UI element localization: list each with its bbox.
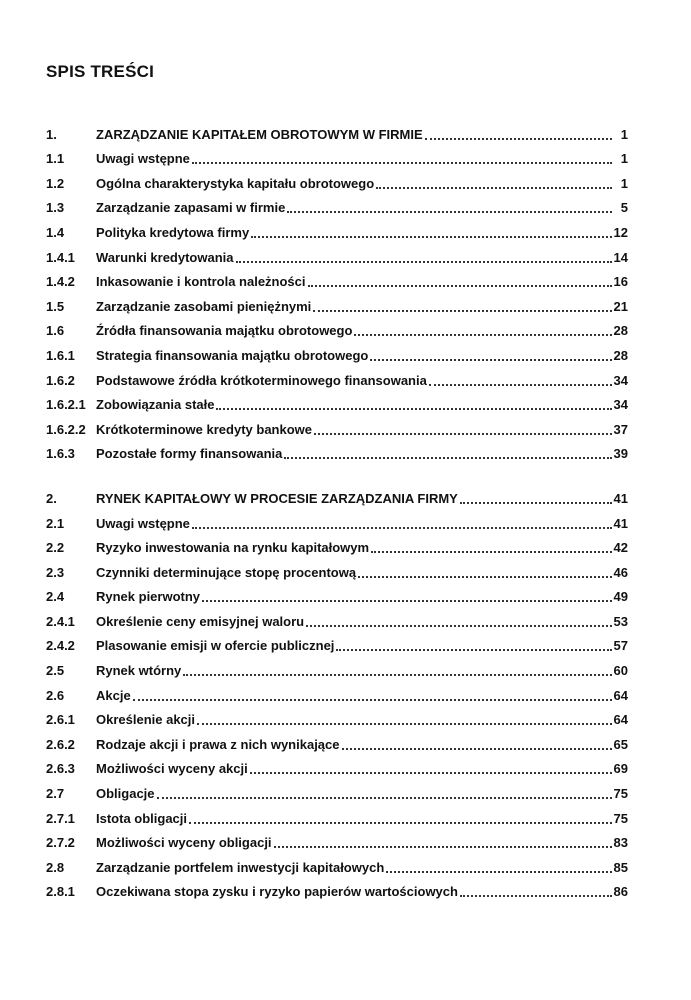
toc-entry-page-number: 14 <box>613 249 628 265</box>
toc-entry <box>46 704 628 729</box>
toc-entry-page-number: 65 <box>613 736 628 752</box>
toc-entry-title: Określenie akcji <box>96 712 196 728</box>
dot-leader <box>251 224 611 238</box>
toc-entry-title: Rynek wtórny <box>96 663 182 679</box>
toc-entry <box>46 143 628 168</box>
dot-leader <box>189 810 612 824</box>
toc-entry-page-number: 1 <box>620 151 628 167</box>
toc-entry-number: 2.7 <box>46 786 65 802</box>
toc-entry-title: Akcje <box>96 687 131 703</box>
toc-entry-page-number: 1 <box>620 175 628 191</box>
dot-leader <box>197 711 612 725</box>
dot-leader <box>460 490 612 504</box>
toc-entry-number: 2.6.2 <box>46 736 75 752</box>
toc-entry-page-number: 57 <box>613 638 628 654</box>
toc-section <box>46 118 628 462</box>
dot-leader <box>202 588 612 602</box>
toc-entry-number: 2.6.3 <box>46 761 75 777</box>
toc-entry-title: Zarządzanie portfelem inwestycji kapitałowych <box>96 859 385 875</box>
toc-entry <box>46 315 628 340</box>
toc-entry-title: Pozostałe formy finansowania <box>96 446 283 462</box>
toc-entry <box>46 728 628 753</box>
dot-leader <box>313 298 611 312</box>
dot-leader <box>133 687 612 701</box>
toc-entry-number: 1.2 <box>46 175 65 191</box>
dot-leader <box>358 564 611 578</box>
toc-entry-number: 2.4 <box>46 589 65 605</box>
toc-entry-title: Oczekiwana stopa zysku i ryzyko papierów wartościowych <box>96 884 458 900</box>
dot-leader <box>425 126 612 140</box>
dot-leader <box>284 445 611 459</box>
toc-entry-page-number: 41 <box>613 490 628 506</box>
dot-leader <box>287 199 612 213</box>
toc-entry-page-number: 12 <box>613 224 628 240</box>
toc-entry-title: Plasowanie emisji w ofercie publicznej <box>96 638 335 654</box>
toc-section <box>46 482 628 900</box>
toc-entry-title: Krótkoterminowe kredyty bankowe <box>96 421 312 437</box>
toc-entry <box>46 413 628 438</box>
toc-entry <box>46 241 628 266</box>
toc-entry-title: Rodzaje akcji i prawa z nich wynikające <box>96 736 340 752</box>
toc-entry-title: Istota obligacji <box>96 810 188 826</box>
toc-entry-title: Możliwości wyceny akcji <box>96 761 248 777</box>
toc-entry-number: 1.6.2.2 <box>46 421 86 437</box>
toc-entry-page-number: 53 <box>613 613 628 629</box>
toc-entry <box>46 290 628 315</box>
toc-entry-page-number: 37 <box>613 421 628 437</box>
dot-leader <box>429 372 612 386</box>
toc-entry-number: 1.4 <box>46 224 65 240</box>
toc-entry-number: 1.6.1 <box>46 347 75 363</box>
toc-entry <box>46 802 628 827</box>
dot-leader <box>274 834 612 848</box>
toc-entry-page-number: 49 <box>613 589 628 605</box>
dot-leader <box>314 421 612 435</box>
toc-entry-number: 1.5 <box>46 298 65 314</box>
toc-entry-title: Ogólna charakterystyka kapitału obrotowego <box>96 175 375 191</box>
dot-leader <box>157 785 612 799</box>
toc-entry-number: 1.6 <box>46 323 65 339</box>
toc-entry-page-number: 69 <box>613 761 628 777</box>
toc-entry-page-number: 1 <box>620 126 628 142</box>
toc-entry <box>46 118 628 143</box>
toc-entry-title: Strategia finansowania majątku obrotowego <box>96 347 369 363</box>
toc-entry-number: 2.6 <box>46 687 65 703</box>
dot-leader <box>342 736 612 750</box>
toc-entry-page-number: 75 <box>613 786 628 802</box>
toc-entry-page-number: 5 <box>620 200 628 216</box>
toc-entry-title: Zobowiązania stałe <box>96 397 215 413</box>
dot-leader <box>460 883 612 897</box>
toc-entry-page-number: 46 <box>613 564 628 580</box>
toc-entry <box>46 364 628 389</box>
toc-entry-number: 1.6.2 <box>46 372 75 388</box>
toc-entry-title: Zarządzanie zapasami w firmie <box>96 200 286 216</box>
toc-entry-number: 1. <box>46 126 57 142</box>
toc-entry-number: 1.6.2.1 <box>46 397 86 413</box>
toc-entry-title: Rynek pierwotny <box>96 589 201 605</box>
dot-leader <box>354 322 611 336</box>
toc-entry-page-number: 39 <box>613 446 628 462</box>
toc-entry-title: RYNEK KAPITAŁOWY W PROCESIE ZARZĄDZANIA FIRMY <box>96 490 458 506</box>
toc-entry-title: ZARZĄDZANIE KAPITAŁEM OBROTOWYM W FIRMIE <box>96 126 423 142</box>
toc-entry-number: 1.1 <box>46 151 65 167</box>
toc-entry-title: Ryzyko inwestowania na rynku kapitałowym <box>96 540 370 556</box>
toc-entry-number: 1.3 <box>46 200 65 216</box>
toc-entry-number: 2.8 <box>46 859 65 875</box>
dot-leader <box>192 515 612 529</box>
toc-entry-page-number: 41 <box>613 515 628 531</box>
toc-entry-number: 2.8.1 <box>46 884 75 900</box>
dot-leader <box>371 539 611 553</box>
toc-entry-page-number: 16 <box>613 274 628 290</box>
toc-entry-title: Uwagi wstępne <box>96 515 190 531</box>
toc-entry <box>46 507 628 532</box>
toc-entry-number: 2.4.1 <box>46 613 75 629</box>
dot-leader <box>386 859 611 873</box>
toc-entry <box>46 192 628 217</box>
toc-entry-number: 1.6.3 <box>46 446 75 462</box>
toc-entry-number: 2.2 <box>46 540 65 556</box>
toc-entry-title: Obligacje <box>96 786 155 802</box>
toc-entry-page-number: 64 <box>613 712 628 728</box>
toc-entry-page-number: 34 <box>613 397 628 413</box>
toc-entry-title: Uwagi wstępne <box>96 151 190 167</box>
toc-entry-page-number: 42 <box>613 540 628 556</box>
toc-entry-number: 2.7.2 <box>46 835 75 851</box>
toc-entry-page-number: 64 <box>613 687 628 703</box>
toc-entry <box>46 581 628 606</box>
toc-entry-title: Podstawowe źródła krótkoterminowego finansowania <box>96 372 427 388</box>
dot-leader <box>308 273 612 287</box>
toc-entry-page-number: 28 <box>613 347 628 363</box>
toc-entry-number: 2.3 <box>46 564 65 580</box>
toc-entry <box>46 630 628 655</box>
toc-entry-number: 2.6.1 <box>46 712 75 728</box>
toc-entry-page-number: 34 <box>613 372 628 388</box>
toc-entry-title: Możliwości wyceny obligacji <box>96 835 272 851</box>
toc-entry <box>46 753 628 778</box>
toc-entry-page-number: 86 <box>613 884 628 900</box>
toc-entry-title: Warunki kredytowania <box>96 249 234 265</box>
dot-leader <box>216 396 611 410</box>
toc-entry <box>46 679 628 704</box>
dot-leader <box>336 637 611 651</box>
dot-leader <box>183 662 611 676</box>
toc-entry <box>46 851 628 876</box>
toc-entry <box>46 827 628 852</box>
toc-entry-page-number: 85 <box>613 859 628 875</box>
dot-leader <box>236 249 612 263</box>
toc-entry-number: 1.4.1 <box>46 249 75 265</box>
toc-entry-title: Inkasowanie i kontrola należności <box>96 274 306 290</box>
toc-entry <box>46 482 628 507</box>
toc-entry-title: Zarządzanie zasobami pieniężnymi <box>96 298 312 314</box>
dot-leader <box>250 760 612 774</box>
toc-entry <box>46 266 628 291</box>
toc-entry <box>46 777 628 802</box>
toc-entry <box>46 532 628 557</box>
toc-entry-title: Źródła finansowania majątku obrotowego <box>96 323 353 339</box>
toc-entry-number: 2. <box>46 490 57 506</box>
toc-entry-page-number: 83 <box>613 835 628 851</box>
toc-entry-number: 2.5 <box>46 663 65 679</box>
toc-entry-number: 2.1 <box>46 515 65 531</box>
dot-leader <box>376 175 612 189</box>
toc-entry <box>46 339 628 364</box>
toc-entry <box>46 876 628 901</box>
toc-entry-page-number: 28 <box>613 323 628 339</box>
toc-entry-page-number: 21 <box>613 298 628 314</box>
toc-entry <box>46 216 628 241</box>
toc-entry-page-number: 60 <box>613 663 628 679</box>
toc-entry <box>46 167 628 192</box>
dot-leader <box>192 150 612 164</box>
toc-entry-title: Polityka kredytowa firmy <box>96 224 250 240</box>
toc-entry-title: Określenie ceny emisyjnej waloru <box>96 613 305 629</box>
toc-entry <box>46 605 628 630</box>
toc-entry <box>46 438 628 463</box>
dot-leader <box>306 613 611 627</box>
toc-entry-title: Czynniki determinujące stopę procentową <box>96 564 357 580</box>
toc-entry-number: 1.4.2 <box>46 274 75 290</box>
toc-entry-page-number: 75 <box>613 810 628 826</box>
table-of-contents <box>46 118 628 900</box>
toc-entry <box>46 654 628 679</box>
toc-entry-number: 2.7.1 <box>46 810 75 826</box>
toc-entry <box>46 389 628 414</box>
dot-leader <box>370 347 611 361</box>
toc-entry-number: 2.4.2 <box>46 638 75 654</box>
toc-entry <box>46 556 628 581</box>
page-title: SPIS TREŚCI <box>46 62 155 81</box>
